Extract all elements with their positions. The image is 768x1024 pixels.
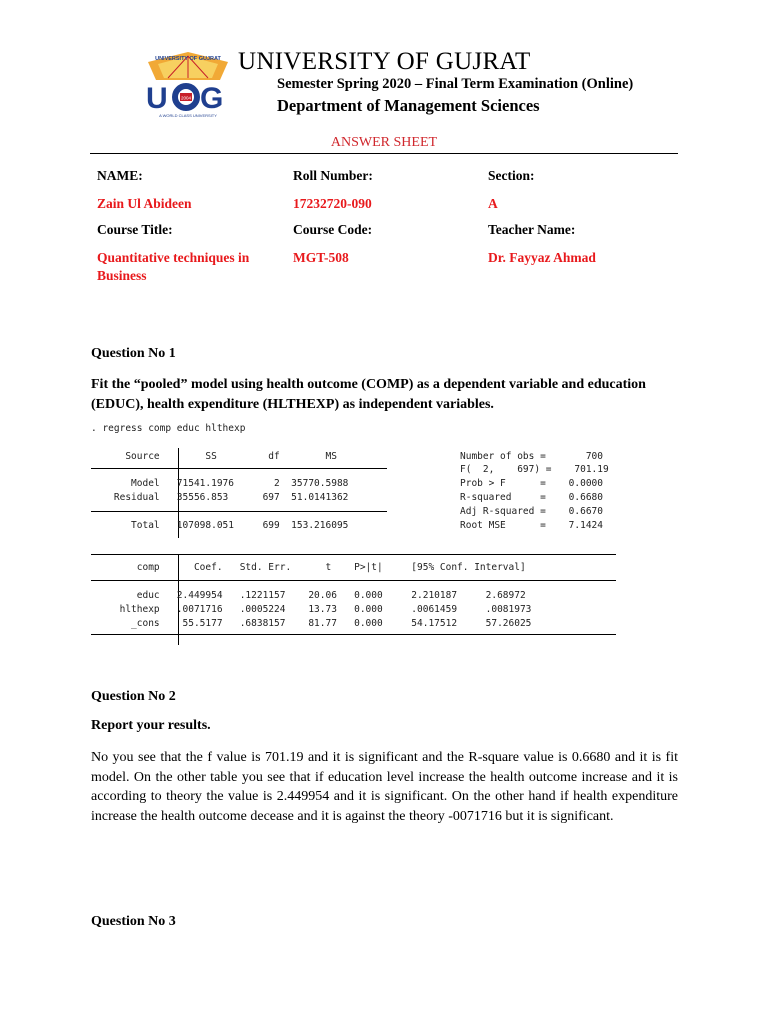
stat-r-squared: R-squared = 0.6680 [460, 492, 603, 503]
anova-rule-bottom [91, 511, 387, 512]
anova-residual-row: Residual 35556.853 697 51.0141362 [91, 492, 349, 503]
department-name: Department of Management Sciences [277, 96, 540, 115]
question-1-heading: Question No 1 [91, 346, 176, 361]
university-title: UNIVERSITY OF GUJRAT [238, 48, 531, 75]
name-value: Zain Ul Abideen [97, 196, 192, 211]
stata-command: . regress comp educ hlthexp [91, 423, 246, 434]
question-2-heading: Question No 2 [91, 689, 176, 704]
svg-text:U: U [146, 82, 168, 115]
coef-row-educ: educ 2.449954 .1221157 20.06 0.000 2.210187 2.68972 [91, 590, 526, 601]
coef-rule-bottom [91, 634, 616, 635]
header-divider [90, 153, 678, 154]
anova-total-row: Total 107098.051 699 153.216095 [91, 520, 349, 531]
anova-model-row: Model 71541.1976 2 35770.5988 [91, 478, 349, 489]
semester-line: Semester Spring 2020 – Final Term Examination (Online) [277, 76, 634, 92]
course-code-label: Course Code: [293, 222, 373, 237]
stat-obs: Number of obs = 700 [460, 451, 603, 462]
course-code-value: MGT-508 [293, 250, 349, 265]
teacher-name-value: Dr. Fayyaz Ahmad [488, 250, 596, 265]
coef-rule-top [91, 554, 616, 555]
coef-header: comp Coef. Std. Err. t P>|t| [95% Conf. Interval] [91, 562, 526, 573]
coef-rule-mid [91, 580, 616, 581]
question-2-answer: No you see that the f value is 701.19 and it is significant and the R-square value is 0.6680 and it is fit model. On the other table you see that if education level increase the health outcome increase and it is according to theory the value is 2.449954 and it is significant. On the other hand if health expenditure increase the health outcome decease and it is against the theory -0071716 but it is significant. [91, 750, 678, 824]
answer-sheet-heading: ANSWER SHEET [330, 135, 438, 150]
course-title-label: Course Title: [97, 222, 173, 237]
coef-row-cons: _cons 55.5177 .6838157 81.77 0.000 54.17512 57.26025 [91, 618, 532, 629]
question-2-subheading: Report your results. [91, 718, 211, 733]
section-value: A [488, 196, 498, 211]
anova-header: Source SS df MS [91, 451, 337, 462]
section-label: Section: [488, 168, 535, 183]
stat-adj-r-squared: Adj R-squared = 0.6670 [460, 506, 603, 517]
coef-row-hlthexp: hlthexp .0071716 .0005224 13.73 0.000 .0061459 .0081973 [91, 604, 532, 615]
svg-text:A WORLD CLASS UNIVERSITY: A WORLD CLASS UNIVERSITY [159, 113, 217, 118]
roll-number-label: Roll Number: [293, 168, 373, 183]
stat-root-mse: Root MSE = 7.1424 [460, 520, 603, 531]
roll-number-value: 17232720-090 [293, 196, 372, 211]
course-title-value: Quantitative techniques in Business [97, 250, 250, 283]
question-1-text: Fit the “pooled” model using health outcome (COMP) as a dependent variable and education (EDUC), health expenditure (HLTHEXP) as independent variables. [91, 377, 646, 412]
svg-text:UNIVERSITY OF GUJRAT: UNIVERSITY OF GUJRAT [155, 56, 221, 62]
svg-text:G: G [200, 82, 224, 115]
svg-text:2004: 2004 [180, 95, 192, 101]
anova-rule-top [91, 468, 387, 469]
university-logo [138, 50, 238, 120]
teacher-name-label: Teacher Name: [488, 222, 576, 237]
question-3-heading: Question No 3 [91, 914, 176, 929]
name-label: NAME: [97, 168, 143, 183]
stat-f: F( 2, 697) = 701.19 [460, 464, 609, 475]
stat-prob: Prob > F = 0.0000 [460, 478, 603, 489]
